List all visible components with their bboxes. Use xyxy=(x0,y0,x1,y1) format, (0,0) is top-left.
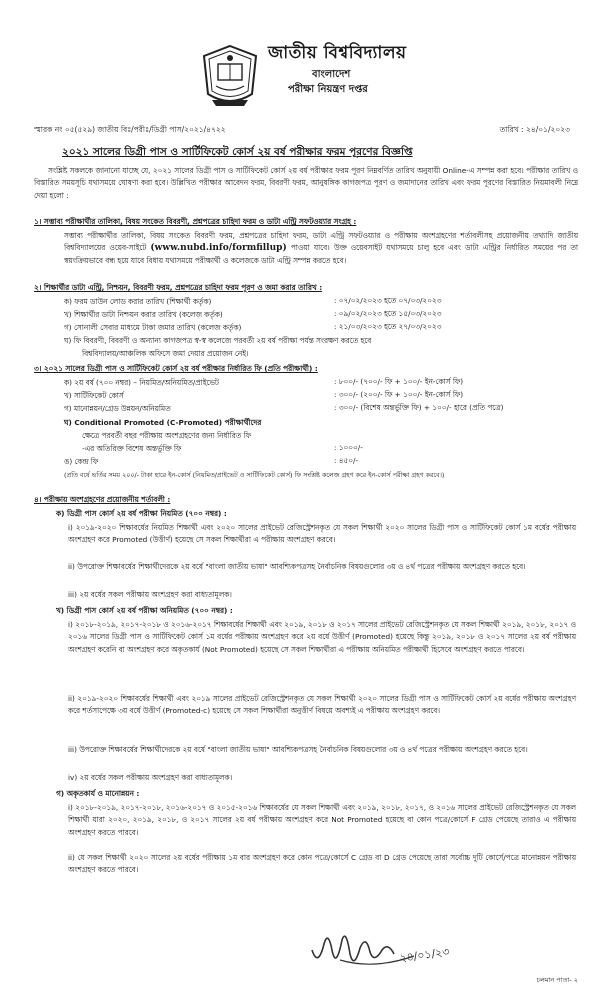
list-item: ii) উপরোক্ত শিক্ষাবর্ষের শিক্ষার্থীদেরকে ২য় বর্ষে "বাংলা জাতীয় ভাষা" আবশ্যিকপত্রসহ নৈর্বাচনিক বিষয়গুলোর ৩য় ও ৪র্থ পত্রের পরীক্ষায় অংশগ্রহণ করতে হবে। xyxy=(68,562,526,571)
fee-c-promoted-label-2: ক্ষেত্রে পরবর্তী বছর পরীক্ষায় অংশগ্রহণের জন্য নির্ধারিত ফি xyxy=(82,431,251,440)
s2-row-value: : ০৭/০২/২০২৩ হতে ০৭/০৩/২০২৩ xyxy=(334,296,442,305)
signature-image xyxy=(304,920,454,980)
irregular-exam-heading: খ) ডিগ্রী পাস কোর্স ২য় বর্ষ পরীক্ষা অনিয়মিত (৭০০ নম্বর) : xyxy=(56,606,233,615)
section-4-heading-text: ৪। পরীক্ষায় অংশগ্রহণের প্রয়োজনীয় শর্তাবলী : xyxy=(34,495,171,504)
memo-date: তারিখ : ২৪/০১/২০২৩ xyxy=(499,125,570,134)
s2-row-label: ক) ফরম ডাউন লোড করার তারিখ (শিক্ষার্থী কর্তৃক) xyxy=(64,297,212,306)
section-4-heading xyxy=(34,494,170,506)
website-url-link[interactable]: (www.nubd.info/formfillup) xyxy=(150,243,287,254)
s2-row-value: : ২১/০৩/২০২৩ হতে ২৭/০৩/২০২৩ xyxy=(334,322,442,331)
list-item: iv) ২য় বর্ষের সকল পরীক্ষায় অংশগ্রহণ করা বাধ্যতামূলক। xyxy=(68,773,233,782)
fee-c-promoted-label-3: -এর অতিরিক্ত বিশেষ অন্তর্ভুক্তি ফি xyxy=(82,444,182,453)
continued-page-note: চলমান পাতা- ২ xyxy=(536,976,578,984)
s2-note-gh-cont: বিশ্ববিদ্যালয়/আঞ্চলিক অফিসে জমা দেয়ার প্রয়োজন নেই। xyxy=(82,349,249,358)
section-1-heading xyxy=(34,216,356,228)
fee-note: (প্রতি বর্ষে ভর্তির সময় ২০০/- টাকা হারে ইন-কোর্স (নিয়মিত/প্রাইভেট ও সার্টিফিকেট কোর্স) ফি সংশ্লিষ্ট কলেজ গ্রহণ করে ইন-কোর্স পরীক্ষা গ্রহণ করবে।) xyxy=(64,471,445,479)
fee-c-promoted-value: : ১০০০/- xyxy=(334,443,363,452)
s2-row-label: খ) শিক্ষার্থীর ডাটা নিশ্চয়ন করার তারিখ (কলেজ কর্তৃক) xyxy=(64,310,223,319)
list-item: iii) ২য় বর্ষের সকল পরীক্ষায় অংশগ্রহণ করা বাধ্যতামূলক। xyxy=(68,590,232,599)
list-item: ii) যে সকল শিক্ষার্থী ২০২০ সালের ২য় বর্ষের পরীক্ষায় ১ম বার অংশগ্রহণ করে কোন পত্রে/কোর্সে C গ্রেড বা D গ্রেড পেয়েছে তারা সর্বোচ্চ দুটি কোর্সে/পত্রে মানোন্নয়ন পরীক্ষায় অংশগ্রহণ করতে পারবে। xyxy=(68,853,576,875)
notice-title: ২০২১ সালের ডিগ্রী পাস ও সার্টিফিকেট কোর্স ২য় বর্ষ পরীক্ষার ফরম পূরণের বিজ্ঞপ্তি xyxy=(62,146,413,158)
university-name: জাতীয় বিশ্ববিদ্যালয় xyxy=(268,43,407,63)
signature-date: ২৪/০১/২৩ xyxy=(398,945,451,965)
section-1-heading-text: ১। সম্ভাব্য পরীক্ষার্থীর তালিকা, বিষয় সংকেত বিবরণী, প্রশ্নপত্রের চাহিদা ফরম ও ডাটা এন্ট্রি সফটওয়্যার সংগ্রহ : xyxy=(34,217,357,226)
section-2-heading-text: ২। শিক্ষার্থীর ডাটা এন্ট্রি, নিশ্চয়ন, বিবরণী ফরম, প্রশ্নপত্রের চাহিদা ফরম পূরণ ও জমা করার তারিখ : xyxy=(34,283,323,292)
fee-row-label: খ) সার্টিফিকেট কোর্স xyxy=(64,391,124,400)
fee-row-label: ক) ২য় বর্ষ (৭০০ নম্বর) – নিয়মিত/অনিয়মিত/প্রাইভেট xyxy=(64,378,219,387)
list-item: i) ২০১৮-২০১৯, ২০১৭-২০১৮, ২০১৬-২০১৭ ও ২০১৫-২০১৬ শিক্ষাবর্ষের যে সকল শিক্ষার্থী এবং ২০১৯, ২০১৮, ২০১৭, ও ২০১৬ সালের প্রাইভেট রেজিস্ট্রেশনকৃত যে সকল শিক্ষার্থী যারা ২০২০, ২০১৯, ২০১৮, ও ২০১৭ সালের ২য় বর্ষ পরীক্ষায় অংশগ্রহণ করে Not Promoted হয়েছে বা কোন পত্রে/কোর্সে F গ্রেড পেয়েছে তারাও এ পরীক্ষায় অংশগ্রহণ করতে পারবে। xyxy=(68,803,576,837)
s2-row-label: গ) সোনালী সেবার মাধ্যমে টাকা জমার তারিখ (কলেজ কর্তৃক) xyxy=(64,323,242,332)
fee-c-promoted-label-1: ঘ) Conditional Promoted (C-Promoted) পরীক্ষার্থীদের xyxy=(64,418,262,427)
list-item: i) ২০১৮-২০১৯, ২০১৭-২০১৮ ও ২০১৬-২০১৭ শিক্ষাবর্ষের শিক্ষার্থী এবং ২০১৯, ২০১৮ ও ২০১৭ সালের প্রাইভেট রেজিস্ট্রেশনকৃত যে সকল শিক্ষার্থী ২০১৯, ২০১৮, ২০১৭ ও ২০১৬ সালের ডিগ্রী পাস ও সার্টিফিকেট কোর্স ১ম বর্ষের পরীক্ষায় অংশগ্রহণ করে ২য় বর্ষে উত্তীর্ণ (Promoted) হয়েছে কিন্তু ২০১৯, ২০১৮ ও ২০১৭ সালের ২য় বর্ষ পরীক্ষায় অংশগ্রহণ করেনি বা অংশগ্রহণ করে অকৃতকার্য (Not Promoted) হয়েছে সে সকল শিক্ষার্থীরা এ পরীক্ষায় অনিয়মিত পরীক্ষার্থী হিসেবে অংশগ্রহণ করতে পারবে। xyxy=(68,620,576,654)
s2-row-value: : ০৯/০২/২০২৩ হতে ১৫/০৩/২০২৩ xyxy=(334,309,442,318)
section-1-text-a: সম্ভাব্য পরীক্ষার্থীর তালিকা, বিষয় সংকেত বিবরণী ফরম, প্রশ্নপত্রের চাহিদা ফরম, ডাটা এন্ট্রি সফটওয়্যার ও পরীক্ষায় অংশগ্রহণের শর্তাবলীসহ প্রয়োজনীয় তথ্যাদি জাতীয় বিশ্ববিদ্যালয়ের ওয়েব-সাইটে xyxy=(64,231,578,253)
fee-row-value: : ৩০০/- (বিশেষ অন্তর্ভুক্তি ফি) + ১০০/- হারে (প্রতি পত্রে) xyxy=(334,403,504,412)
s2-note-gh: ঘ) ফি বিবরণী, বিবরণী ও অন্যান্য কাগজপত্র স্ব-স্ব কলেজে পরবর্তী ২য় বর্ষ পরীক্ষা পর্যন্ত সংরক্ষণ করতে হবে xyxy=(64,336,372,345)
section-3-heading-text: ৩। ২০২১ সালের ডিগ্রী পাস ও সার্টিফিকেট কোর্স ২য় বর্ষ পরীক্ষার নির্ধারিত ফি (প্রতি পরীক্ষার্থী) : xyxy=(34,364,318,373)
section-1-text xyxy=(64,230,578,267)
section-1-text-b: পাওয়া যাবে। উক্ত ওয়েবসাইট যথাসময়ে চালু হবে এবং ডাটা এন্ট্রির নির্ধারিত সময়ের পর তা স্বয়ংক্রিয়ভাবে বন্ধ হয়ে যাবে বিধায় যথাসময়ে পরীক্ষার্থী ও কলেজকে ডাটা এন্ট্রি সম্পন্ন করতে হবে। xyxy=(64,243,578,265)
country-name: বাংলাদেশ xyxy=(312,69,351,80)
university-logo-icon xyxy=(198,42,262,110)
list-item: iii) উপরোক্ত শিক্ষাবর্ষের শিক্ষার্থীদেরকে ২য় বর্ষে "বাংলা জাতীয় ভাষা" আবশ্যিকপত্রসহ নৈর্বাচনিক বিষয়গুলোর ৩য় ও ৪র্থ পত্রের পরীক্ষায় অংশগ্রহণ করতে হবে। xyxy=(68,745,528,754)
fee-center-label: ঙ) কেন্দ্র ফি xyxy=(64,457,99,466)
regular-exam-heading: ক) ডিগ্রী পাস কোর্স ২য় বর্ষ পরীক্ষা নিয়মিত (৭০০ নম্বর) : xyxy=(56,509,227,518)
office-name: পরীক্ষা নিয়ন্ত্রণ দপ্তর xyxy=(288,84,368,95)
fee-row-label: গ) মানোন্নয়ন/গ্রেড উন্নয়ন/অনিয়মিত xyxy=(64,404,171,413)
list-item: i) ২০১৯-২০২০ শিক্ষাবর্ষের নিয়মিত শিক্ষার্থী এবং ২০২০ সালের প্রাইভেট রেজিস্ট্রেশনকৃত যে সকল শিক্ষার্থী ২০২০ সালের ডিগ্রী পাস ও সার্টিফিকেট কোর্স ১ম বর্ষের পরীক্ষায় অংশগ্রহণ করে Promoted (উত্তীর্ণ) হয়েছে সে সকল শিক্ষার্থীরা এ পরীক্ষায় অংশগ্রহণ করবে। xyxy=(68,523,576,545)
memo-reference: স্মারক নং ০৫(৫২৯) জাতীয় বিঃ/পরীঃ/ডিগ্রী পাস/২০২১/৪৭২২ xyxy=(34,125,226,134)
list-item: ii) ২০১৯-২০২০ শিক্ষাবর্ষের শিক্ষার্থী এবং ২০১৯ সালের প্রাইভেট রেজিস্ট্রেশনকৃত যে সকল শিক্ষার্থী ২০২০ সালের ডিগ্রী পাস ও সার্টিফিকেট কোর্স ২য় বর্ষের পরীক্ষায় অংশগ্রহণ করে শর্তসাপেক্ষে ৩য় বর্ষে উত্তীর্ণ (Promoted-c) হয়েছে সে সকল শিক্ষার্থীরা অনুত্তীর্ণ বিষয়ে অবশ্যই এ পরীক্ষায় অংশগ্রহণ করবে। xyxy=(68,694,576,716)
intro-paragraph: সংশ্লিষ্ট সকলকে জানানো যাচ্ছে যে, ২০২১ সালের ডিগ্রী পাস ও সার্টিফিকেট কোর্স ২য় বর্ষ পরীক্ষার ফরম পূরণ নিম্নবর্ণিত তারিখ অনুযায়ী Online-এ সম্পন্ন করা হবে। পরীক্ষার তারিখ ও বিস্তারিত সময়সূচি যথাসময়ে ঘোষণা করা হবে। উল্লিখিত পরীক্ষার আবেদন ফরম, বিবরণী ফরম, আনুষঙ্গিক কাগজপত্র পূরণ ও জমাদানের তারিখ এবং ফরম পূরণের বিস্তারিত নিয়মাবলী নিম্নে দেয়া হলো : xyxy=(34,166,578,200)
section-3-heading xyxy=(34,363,318,375)
section-2-heading xyxy=(34,282,322,294)
fee-row-value: : ৮০০/- (৭০০/- ফি + ১০০/- ইন-কোর্স ফি) xyxy=(334,377,464,386)
fee-row-value: : ৩০০/- (২০০/- ফি + ১০০/- ইন-কোর্স ফি) xyxy=(334,390,464,399)
failed-improvement-heading: গ) অকৃতকার্য ও মানোন্নয়ন : xyxy=(56,789,140,798)
fee-center-value: : ৪৫০/- xyxy=(334,456,359,465)
